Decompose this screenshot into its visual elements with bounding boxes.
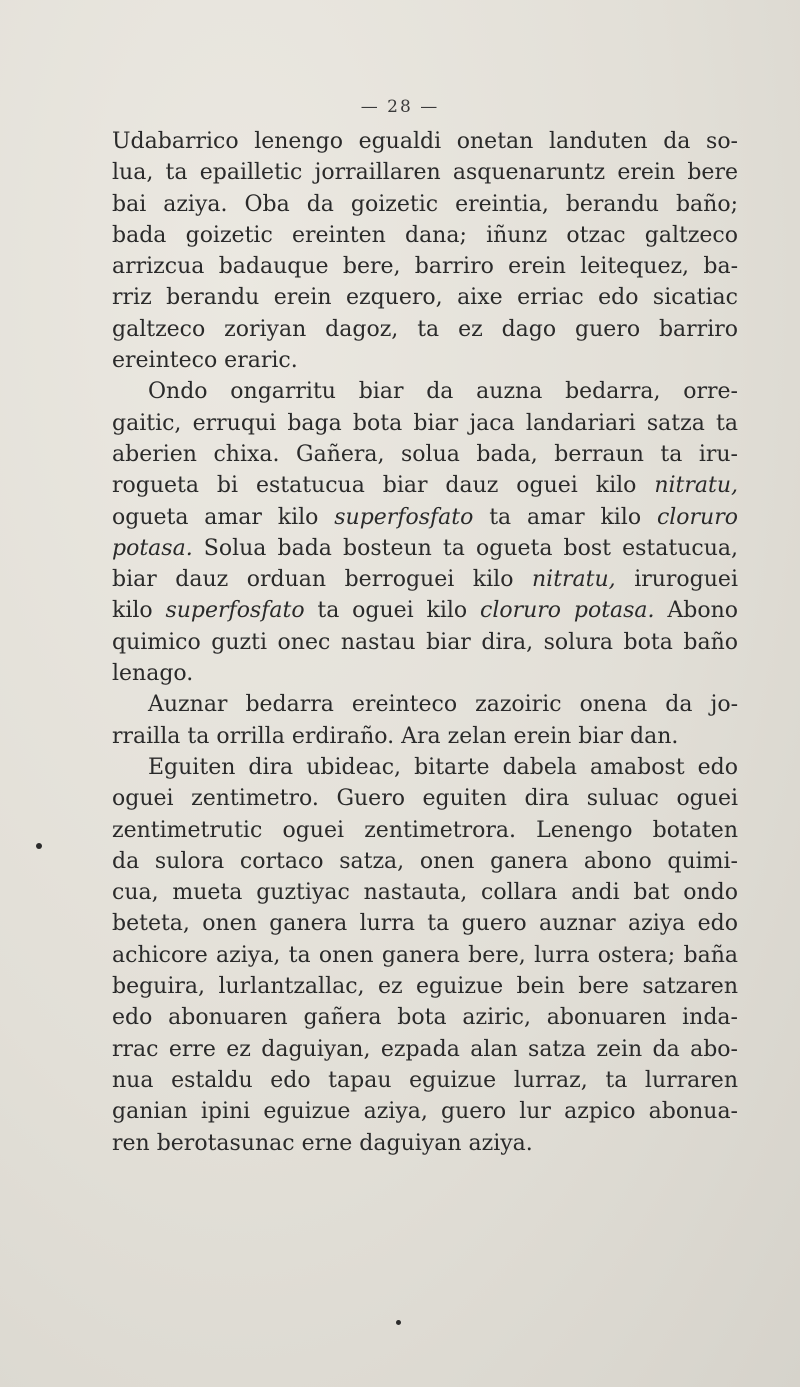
text-line bbox=[112, 721, 738, 752]
text-run: zentimetrutic oguei zentimetrora. Lenengo botaten bbox=[112, 817, 738, 843]
page-body bbox=[112, 126, 738, 1159]
text-run: nitratu, bbox=[654, 473, 738, 499]
text-line bbox=[112, 220, 738, 251]
text-run: aberien chixa. Gañera, solua bada, berraun ta iru- bbox=[112, 441, 738, 467]
text-run: arrizcua badauque bere, barriro erein leitequez, ba- bbox=[112, 254, 738, 280]
text-line bbox=[112, 908, 738, 939]
text-run: Ondo ongarritu biar da auzna bedarra, orre- bbox=[148, 379, 738, 405]
text-line bbox=[112, 971, 738, 1002]
text-run: kilo bbox=[112, 598, 166, 624]
text-run: Eguiten dira ubideac, bitarte dabela amabost edo bbox=[148, 754, 738, 780]
text-line bbox=[112, 408, 738, 439]
text-run: quimico guzti onec nastau biar dira, solura bota baño bbox=[112, 629, 738, 655]
text-run: rogueta bi estatucua biar dauz oguei kilo bbox=[112, 473, 655, 499]
text-run: rrailla ta orrilla erdiraño. Ara zelan erein biar dan. bbox=[112, 723, 679, 749]
text-run: iruroguei bbox=[615, 567, 738, 593]
text-run: da sulora cortaco satza, onen ganera abono quimi- bbox=[112, 848, 738, 874]
text-line bbox=[112, 783, 738, 814]
text-line bbox=[112, 282, 738, 313]
text-run: superfosfato bbox=[334, 504, 474, 530]
text-line bbox=[112, 376, 738, 407]
text-line bbox=[112, 752, 738, 783]
text-run: Solua bada bosteun ta ogueta bost estatucua, bbox=[192, 535, 738, 561]
text-line bbox=[112, 595, 738, 626]
text-run: achicore aziya, ta onen ganera bere, lurra ostera; baña bbox=[112, 942, 738, 968]
text-line bbox=[112, 1096, 738, 1127]
text-run: ta amar kilo bbox=[473, 504, 657, 530]
text-run: Udabarrico lenengo egualdi onetan landuten da so- bbox=[112, 129, 738, 154]
text-run: ganian ipini eguizue aziya, guero lur azpico abonua- bbox=[112, 1099, 738, 1125]
ink-speck bbox=[36, 843, 42, 849]
text-run: beteta, onen ganera lurra ta guero auznar aziya edo bbox=[112, 911, 738, 937]
text-run: cloruro bbox=[656, 504, 738, 530]
text-run: bada goizetic ereinten dana; iñunz otzac galtzeco bbox=[112, 222, 738, 248]
text-run: bai aziya. Oba da goizetic ereintia, berandu baño; bbox=[112, 191, 738, 217]
text-line bbox=[112, 1128, 738, 1159]
text-run: lenago. bbox=[112, 661, 194, 687]
text-line bbox=[112, 345, 738, 376]
text-line bbox=[112, 940, 738, 971]
text-run: Auznar bedarra ereinteco zazoiric onena da jo- bbox=[148, 692, 738, 718]
text-line bbox=[112, 470, 738, 501]
text-run: ta oguei kilo bbox=[304, 598, 480, 624]
text-run: ren berotasunac erne daguiyan aziya. bbox=[112, 1130, 533, 1156]
text-run: potasa. bbox=[112, 535, 193, 561]
text-run: edo abonuaren gañera bota aziric, abonuaren inda- bbox=[112, 1005, 738, 1031]
text-line bbox=[112, 1034, 738, 1065]
text-run: cloruro potasa. bbox=[480, 598, 655, 624]
text-run: ogueta amar kilo bbox=[112, 504, 335, 530]
text-line bbox=[112, 846, 738, 877]
text-run: superfosfato bbox=[165, 598, 305, 624]
text-line bbox=[112, 251, 738, 282]
text-line bbox=[112, 564, 738, 595]
text-run: lua, ta epailletic jorraillaren asquenaruntz erein bere bbox=[112, 160, 738, 186]
text-line bbox=[112, 658, 738, 689]
text-line bbox=[112, 533, 738, 564]
text-line bbox=[112, 502, 738, 533]
text-run: Abono bbox=[654, 598, 738, 624]
text-line bbox=[112, 1065, 738, 1096]
text-line bbox=[112, 439, 738, 470]
text-line bbox=[112, 627, 738, 658]
text-line bbox=[112, 877, 738, 908]
text-run: nitratu, bbox=[531, 567, 616, 593]
text-run: beguira, lurlantzallac, ez eguizue bein bere satzaren bbox=[112, 974, 738, 1000]
text-run: gaitic, erruqui baga bota biar jaca landariari satza ta bbox=[112, 410, 738, 436]
text-line bbox=[112, 314, 738, 345]
text-line bbox=[112, 689, 738, 720]
page-number: — 28 — bbox=[360, 97, 440, 117]
text-line bbox=[112, 1002, 738, 1033]
text-run: rriz berandu erein ezquero, aixe erriac edo sicatiac bbox=[112, 285, 738, 311]
text-line bbox=[112, 189, 738, 220]
text-line bbox=[112, 815, 738, 846]
text-run: rrac erre ez daguiyan, ezpada alan satza zein da abo- bbox=[112, 1036, 738, 1062]
text-run: ereinteco eraric. bbox=[112, 348, 298, 374]
ink-speck bbox=[396, 1320, 401, 1325]
text-run: cua, mueta guztiyac nastauta, collara andi bat ondo bbox=[112, 880, 738, 906]
text-run: biar dauz orduan berroguei kilo bbox=[112, 567, 532, 593]
text-run: galtzeco zoriyan dagoz, ta ez dago guero barriro bbox=[112, 316, 738, 342]
text-run: nua estaldu edo tapau eguizue lurraz, ta lurraren bbox=[112, 1067, 738, 1093]
text-line bbox=[112, 126, 738, 157]
text-line bbox=[112, 157, 738, 188]
text-run: oguei zentimetro. Guero eguiten dira suluac oguei bbox=[112, 786, 738, 812]
